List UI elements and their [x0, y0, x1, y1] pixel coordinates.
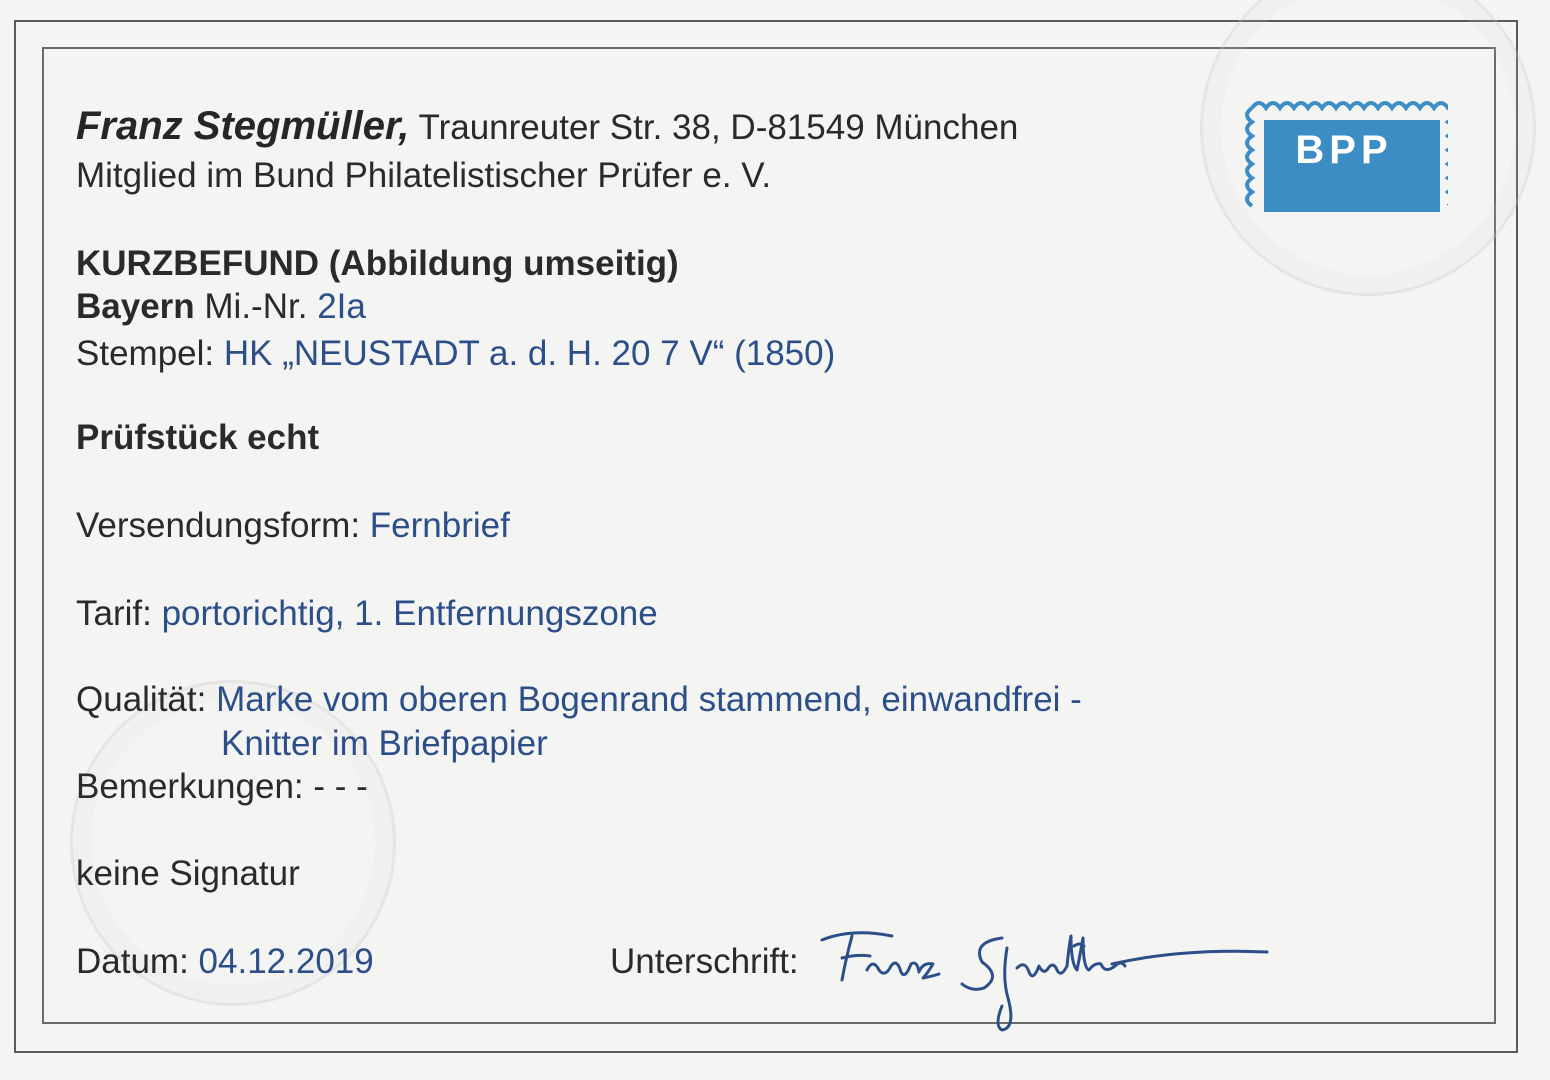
quality-line — [76, 680, 1082, 720]
tariff-label: Tarif: — [76, 594, 152, 633]
signature-note: keine Signatur — [76, 854, 300, 893]
date-value: 04.12.2019 — [198, 942, 374, 981]
tariff-line — [76, 594, 658, 634]
quality-value-line1: Marke vom oberen Bogenrand stammend, einwandfrei - — [216, 680, 1082, 719]
verdict: Prüfstück echt — [76, 418, 320, 457]
examiner-address: Traunreuter Str. 38, D-81549 München — [418, 108, 1019, 147]
shipment-line — [76, 506, 510, 546]
header-line — [76, 104, 1018, 149]
mi-value: 2Ia — [317, 287, 366, 326]
quality-value-line2: Knitter im Briefpapier — [221, 724, 548, 763]
mi-label: Mi.-Nr. — [204, 287, 308, 326]
date-label: Datum: — [76, 942, 189, 981]
remarks-line — [76, 767, 368, 807]
stamp-label: Stempel: — [76, 334, 215, 373]
tariff-value: portorichtig, 1. Entfernungszone — [161, 594, 658, 633]
membership-text: Mitglied im Bund Philatelistischer Prüfer e. V. — [76, 156, 772, 195]
shipment-label: Versendungsform: — [76, 506, 361, 545]
date-line — [76, 942, 374, 982]
remarks-value: - - - — [313, 767, 368, 806]
country-label: Bayern — [76, 287, 195, 326]
catalog-line — [76, 287, 366, 327]
remarks-label: Bemerkungen: — [76, 767, 304, 806]
examiner-name: Franz Stegmüller, — [76, 104, 410, 148]
report-title: KURZBEFUND (Abbildung umseitig) — [76, 244, 679, 283]
handwritten-signature — [812, 918, 1272, 1038]
quality-label: Qualität: — [76, 680, 207, 719]
cancel-line — [76, 334, 835, 374]
shipment-value: Fernbrief — [369, 506, 510, 545]
signature-label: Unterschrift: — [610, 942, 799, 981]
bpp-logo — [1240, 98, 1448, 216]
stamp-value: HK „NEUSTADT a. d. H. 20 7 V“ (1850) — [223, 334, 836, 373]
bpp-logo-text: BPP — [1295, 128, 1393, 172]
